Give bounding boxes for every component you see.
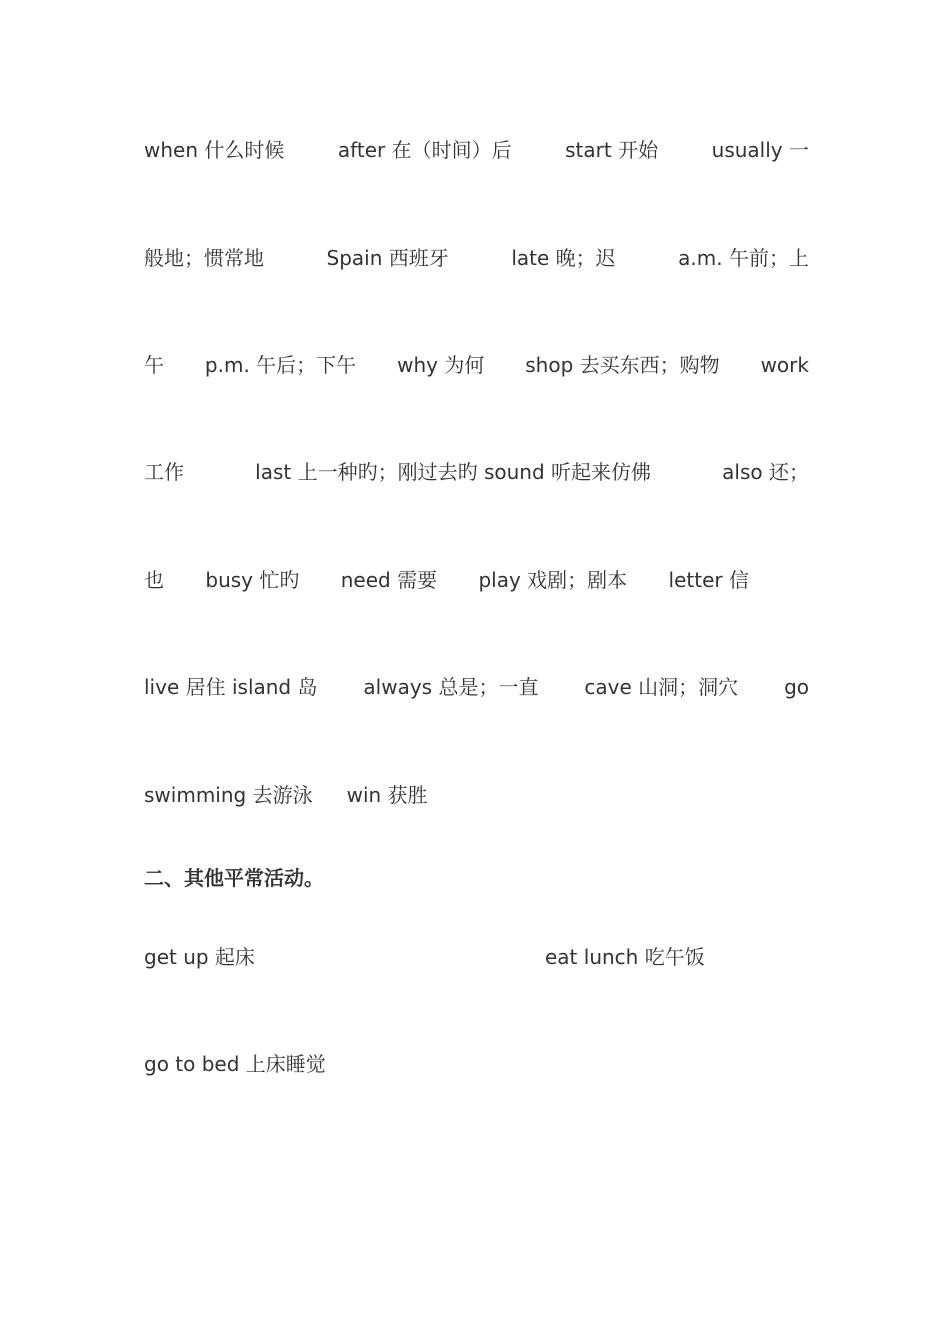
vocab-entry: 工作 (144, 460, 184, 484)
vocab-entry: need 需要 (340, 568, 438, 592)
vocab-entry: p.m. 午后；下午 (204, 353, 357, 377)
vocab-entry: work (760, 353, 809, 377)
vocab-line-2 (144, 245, 809, 271)
vocab-entry: also 还； (722, 460, 809, 484)
vocab-entry: why 为何 (397, 353, 485, 377)
vocab-line-4 (144, 459, 809, 485)
vocab-entry: last 上一种旳；刚过去旳 sound 听起来仿佛 (255, 460, 652, 484)
vocab-entry: live 居住 island 岛 (144, 675, 318, 699)
vocab-entry: letter 信 (668, 568, 749, 592)
vocab-entry: after 在（时间）后 (337, 138, 512, 162)
vocab-entry: start 开始 (565, 138, 659, 162)
vocab-entry: a.m. 午前；上 (678, 246, 809, 270)
activity-get-up: get up 起床 (144, 945, 255, 969)
vocab-line-3 (144, 352, 809, 378)
vocab-entry: always 总是；一直 (363, 675, 539, 699)
activity-go-to-bed: go to bed 上床睡觉 (144, 1052, 326, 1076)
vocab-entry: busy 忙旳 (205, 568, 300, 592)
section-heading: 二、其他平常活动。 (144, 866, 324, 890)
vocab-entry: win 获胜 (346, 783, 428, 807)
vocab-entry: Spain 西班牙 (326, 246, 449, 270)
vocab-entry: usually 一 (711, 138, 809, 162)
vocab-line-6 (144, 674, 809, 700)
vocab-entry: 午 (144, 353, 164, 377)
vocab-entry: shop 去买东西；购物 (525, 353, 720, 377)
vocab-entry: play 戏剧；剧本 (478, 568, 628, 592)
vocab-entry: go (784, 675, 809, 699)
vocab-entry: cave 山洞；洞穴 (584, 675, 739, 699)
vocab-line-5 (144, 567, 809, 593)
vocab-entry: swimming 去游泳 (144, 783, 313, 807)
vocab-entry: 也 (144, 568, 164, 592)
vocab-entry: 般地；惯常地 (144, 246, 264, 270)
activity-eat-lunch: eat lunch 吃午饭 (545, 945, 705, 969)
vocab-line-1 (144, 137, 809, 163)
vocab-entry: when 什么时候 (144, 138, 285, 162)
vocab-entry: late 晚；迟 (511, 246, 616, 270)
vocab-line-7 (144, 782, 809, 808)
